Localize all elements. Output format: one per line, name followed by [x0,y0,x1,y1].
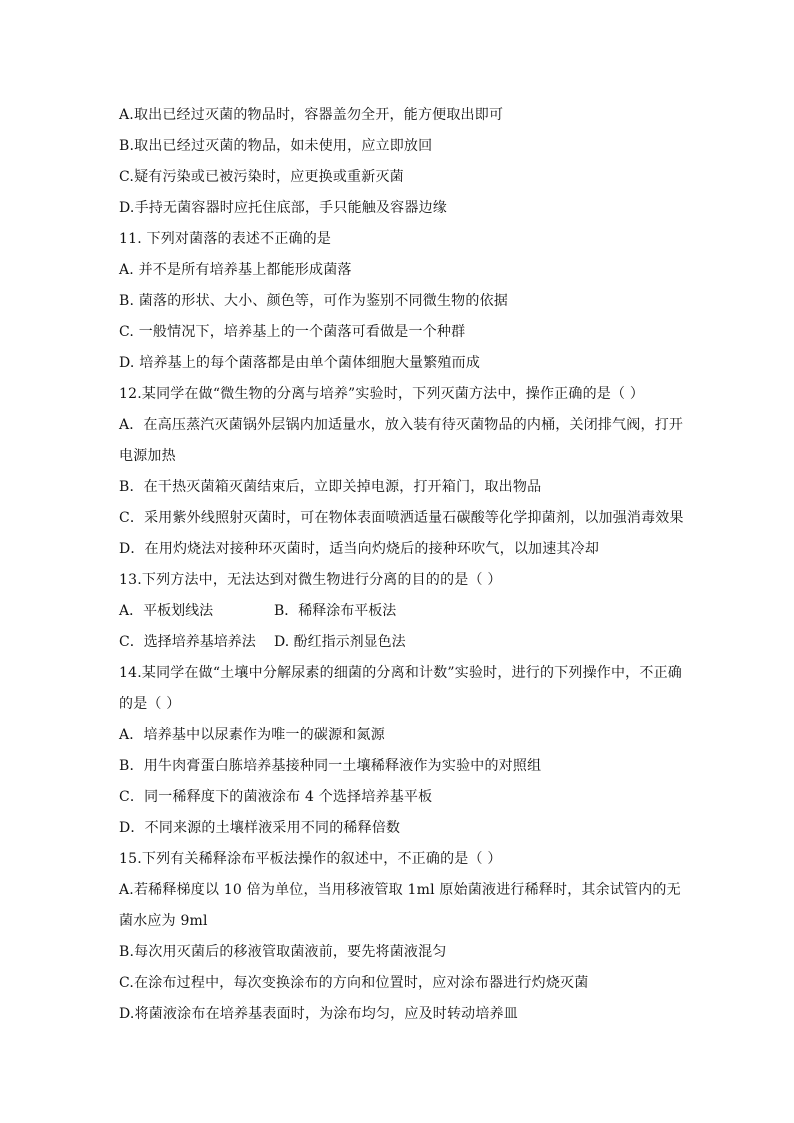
q11-option-c: C. 一般情况下，培养基上的一个菌落可看做是一个种群 [119,324,466,340]
q12-option-b: B．在干热灭菌箱灭菌结束后，立即关掉电源，打开箱门，取出物品 [119,479,542,495]
q14-option-c: C．同一稀释度下的菌液涂布 4 个选择培养基平板 [119,789,433,805]
q11-option-d: D. 培养基上的每个菌落都是由单个菌体细胞大量繁殖而成 [119,355,481,371]
q10-option-a: A.取出已经过灭菌的物品时，容器盖勿全开，能方便取出即可 [119,107,504,123]
q12-option-d: D．在用灼烧法对接种环灭菌时，适当向灼烧后的接种环吹气，以加速其冷却 [119,541,600,557]
q12-option-a-line1: A．在高压蒸汽灭菌锅外层锅内加适量水，放入装有待灭菌物品的内桶，关闭排气阀，打开 [119,417,684,433]
q14-stem-line2: 的是（ ） [119,696,181,712]
q14-option-b: B．用牛肉膏蛋白胨培养基接种同一土壤稀释液作为实验中的对照组 [119,758,542,774]
q13-options-row2 [119,627,679,658]
q11-stem: 11. 下列对菌落的表述不正确的是 [119,231,332,247]
question-content [119,100,684,1030]
q15-option-b: B.每次用灭菌后的移液管取菌液前，要先将菌液混匀 [119,944,447,960]
q11-option-b: B. 菌落的形状、大小、颜色等，可作为鉴别不同微生物的依据 [119,293,508,309]
q12-option-c: C．采用紫外线照射灭菌时，可在物体表面喷洒适量石碳酸等化学抑菌剂，以加强消毒效果 [119,510,684,526]
q12-stem: 12.某同学在做“微生物的分离与培养”实验时，下列灭菌方法中，操作正确的是（ ） [119,386,645,402]
q13-option-d: D. 酚红指示剂显色法 [274,634,406,650]
q13-stem: 13.下列方法中，无法达到对微生物进行分离的目的的是（ ） [119,572,502,588]
q15-stem: 15.下列有关稀释涂布平板法操作的叙述中，不正确的是（ ） [119,851,502,867]
q15-option-d: D.将菌液涂布在培养基表面时，为涂布均匀，应及时转动培养皿 [119,1006,518,1022]
q14-option-a: A．培养基中以尿素作为唯一的碳源和氮源 [119,727,385,743]
q10-option-c: C.疑有污染或已被污染时，应更换或重新灭菌 [119,169,404,185]
q13-option-c: C．选择培养基培养法 [119,634,256,650]
q11-option-a: A. 并不是所有培养基上都能形成菌落 [119,262,352,278]
q13-options-row1 [119,596,679,627]
q15-option-a-line2: 菌水应为 9ml [119,913,208,929]
q10-option-d: D.手持无菌容器时应托住底部，手只能触及容器边缘 [119,200,447,216]
q15-option-a-line1: A.若稀释梯度以 10 倍为单位，当用移液管取 1ml 原始菌液进行稀释时，其余试管内的无 [119,882,681,898]
q12-option-a-line2: 电源加热 [119,448,176,464]
q14-option-d: D．不同来源的土壤样液采用不同的稀释倍数 [119,820,401,836]
q14-stem-line1: 14.某同学在做“土壤中分解尿素的细菌的分离和计数”实验时，进行的下列操作中，不正确 [119,665,682,681]
q10-option-b: B.取出已经过灭菌的物品，如未使用，应立即放回 [119,138,433,154]
q13-option-a: A．平板划线法 [119,603,214,619]
q13-option-b: B．稀释涂布平板法 [274,603,397,619]
q15-option-c: C.在涂布过程中，每次变换涂布的方向和位置时，应对涂布器进行灼烧灭菌 [119,975,589,991]
